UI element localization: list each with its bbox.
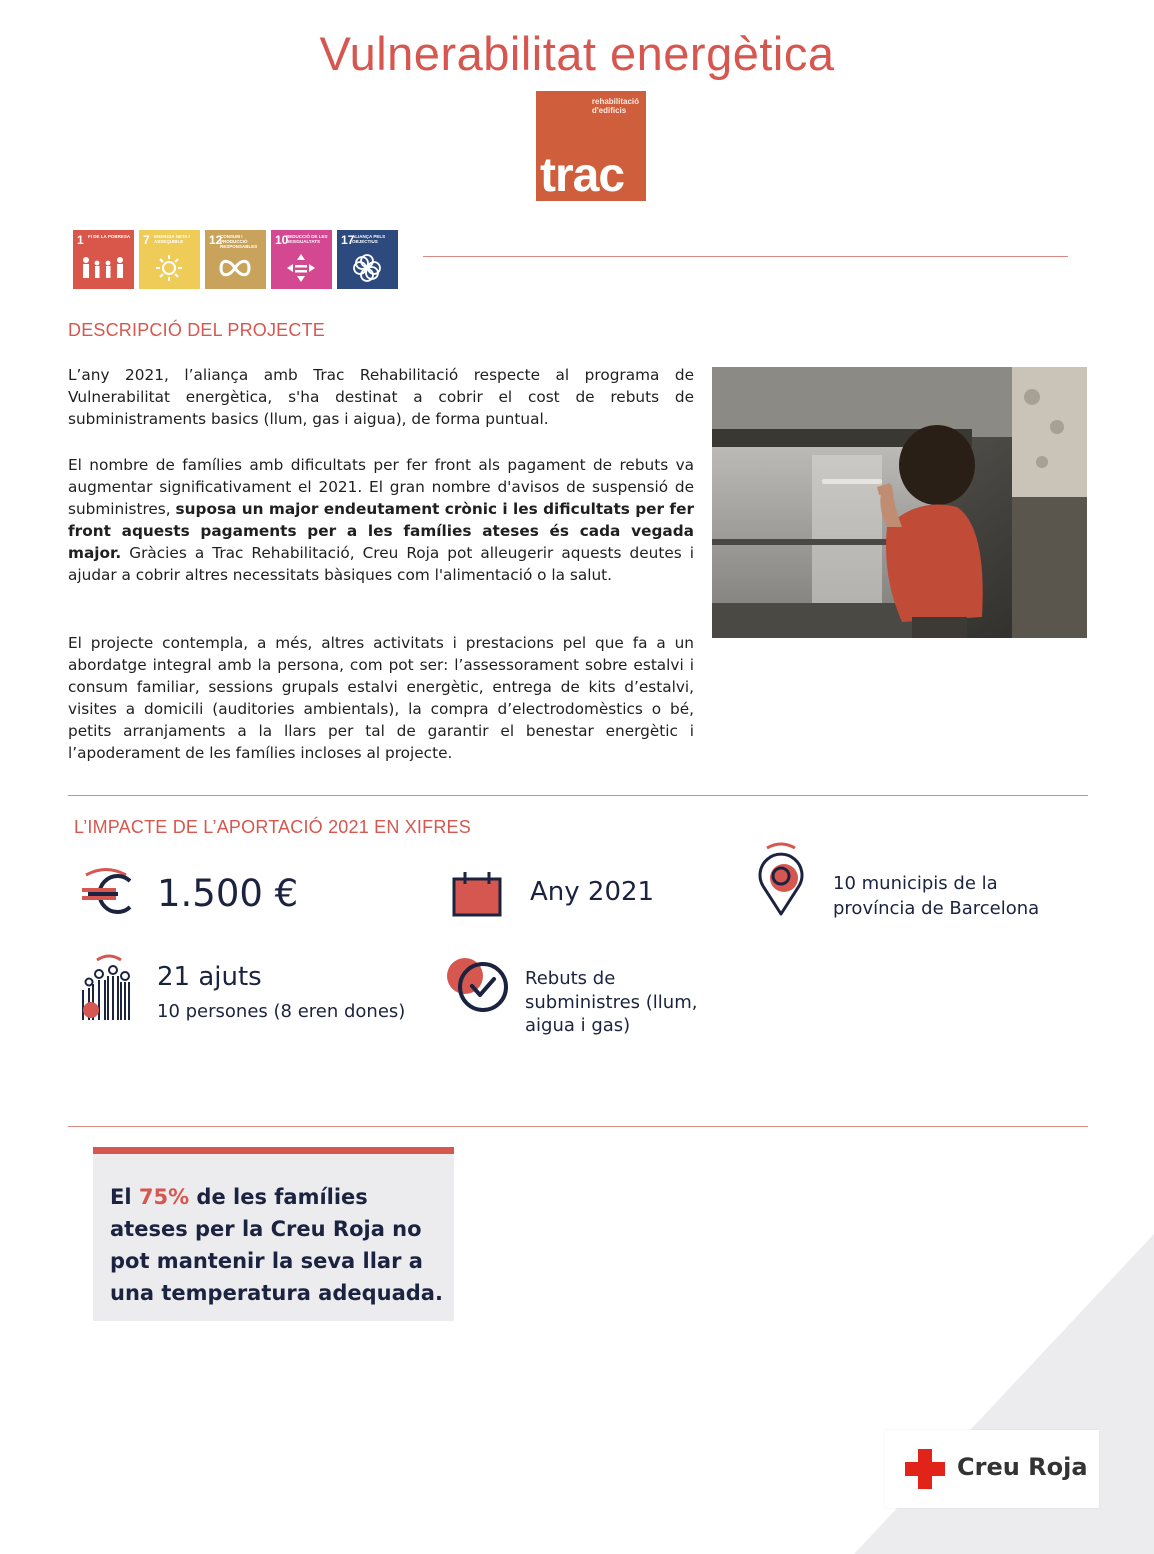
map-pin-icon bbox=[757, 840, 805, 918]
sdg-badge-10: 10 REDUCCIÓ DE LES DESIGUALTATS bbox=[271, 230, 332, 289]
municipalities-text: 10 municipis de la província de Barcelona bbox=[833, 873, 1040, 919]
year-value: Any 2021 bbox=[530, 877, 655, 907]
description-paragraph-1: L’any 2021, l’aliança amb Trac Rehabilitació respecte al programa de Vulnerabilitat energètica, s'ha destinat a cobrir el cost de rebuts de subministraments basics (llum, gas i aigua), de forma puntual. bbox=[68, 366, 694, 428]
child-kitchen-photo bbox=[712, 367, 1087, 638]
family-icon bbox=[73, 248, 134, 288]
calendar-icon bbox=[451, 870, 503, 918]
callout-percent: 75% bbox=[138, 1185, 190, 1209]
trac-logo-subtitle: rehabilitació d'edificis bbox=[591, 97, 639, 115]
people-value: 10 persones (8 eren dones) bbox=[157, 1001, 406, 1022]
header-divider bbox=[423, 256, 1068, 257]
impact-heading: L’IMPACTE DE L’APORTACIÓ 2021 EN XIFRES bbox=[74, 817, 471, 837]
callout-box bbox=[93, 1147, 454, 1321]
section-divider-2 bbox=[68, 1126, 1088, 1127]
description-paragraph-3: El projecte contempla, a més, altres activitats i prestacions pel que fa a un abordatge integral amb la persona, com pot ser: l’assessorament sobre estalvi i consum familiar, sessions grupals estalvi energètic, entrega de kits d’estalvi, visites a domicili (auditories ambientals), la compra d’electrodomèstics o bé, petits arranjaments a la llars per tal de garantir el benestar energètic i l’apoderament de les famílies incloses al projecte. bbox=[68, 634, 694, 762]
euro-icon bbox=[80, 864, 136, 916]
equality-icon bbox=[271, 248, 332, 288]
description-heading: DESCRIPCIÓ DEL PROJECTE bbox=[68, 320, 325, 340]
sdg-badge-17: 17 ALIANÇA PELS OBJECTIUS bbox=[337, 230, 398, 289]
description-paragraph-2: El nombre de famílies amb dificultats per fer front als pagament de rebuts va augmentar significativament el 2021. El gran nombre d'avisos de suspensió de subministres, suposa un major endeutament crònic i les dificultats per fer front aquests pagaments per a les famílies ateses és cada vegada major. Gràcies a Trac Rehabilitació, Creu Roja pot alleugerir aquests deutes i ajudar a cobrir altres necessitats bàsiques com l'alimentació o la salut. bbox=[68, 456, 695, 584]
people-group-icon bbox=[77, 950, 141, 1022]
callout-accent-bar bbox=[93, 1147, 454, 1154]
bills-text: Rebuts de subministres (llum, aigua i gas) bbox=[525, 968, 698, 1036]
description-emphasis: suposa un major endeutament crònic i les dificultats per fer front aquests pagaments per a les famílies ateses és cada vegada major. bbox=[68, 500, 695, 562]
sdg-badges bbox=[73, 230, 398, 289]
creu-roja-name: Creu Roja bbox=[957, 1453, 1088, 1481]
page-title: Vulnerabilitat energètica bbox=[319, 27, 835, 80]
creu-roja-logo bbox=[885, 1430, 1099, 1508]
callout-text: El 75% de les famílies ateses per la Creu Roja no pot mantenir la seva llar a una temperatura adequada. bbox=[110, 1185, 443, 1305]
sdg-badge-1: 1 FI DE LA POBRESA bbox=[73, 230, 134, 289]
aids-value: 21 ajuts bbox=[157, 962, 262, 992]
sdg-badge-12: 12 CONSUM I PRODUCCIÓ RESPONSABLES bbox=[205, 230, 266, 289]
section-divider-1 bbox=[68, 795, 1088, 796]
trac-logo-wordmark: trac bbox=[540, 149, 625, 202]
amount-value: 1.500 € bbox=[157, 872, 299, 915]
infinity-icon bbox=[205, 248, 266, 288]
sun-icon bbox=[139, 248, 200, 288]
sdg-badge-7: 7 ENERGIA NETA I ASSEQUIBLE bbox=[139, 230, 200, 289]
flower-icon bbox=[337, 248, 398, 288]
trac-logo bbox=[536, 91, 646, 201]
red-cross-icon bbox=[905, 1449, 945, 1489]
check-circle-icon bbox=[446, 957, 512, 1015]
